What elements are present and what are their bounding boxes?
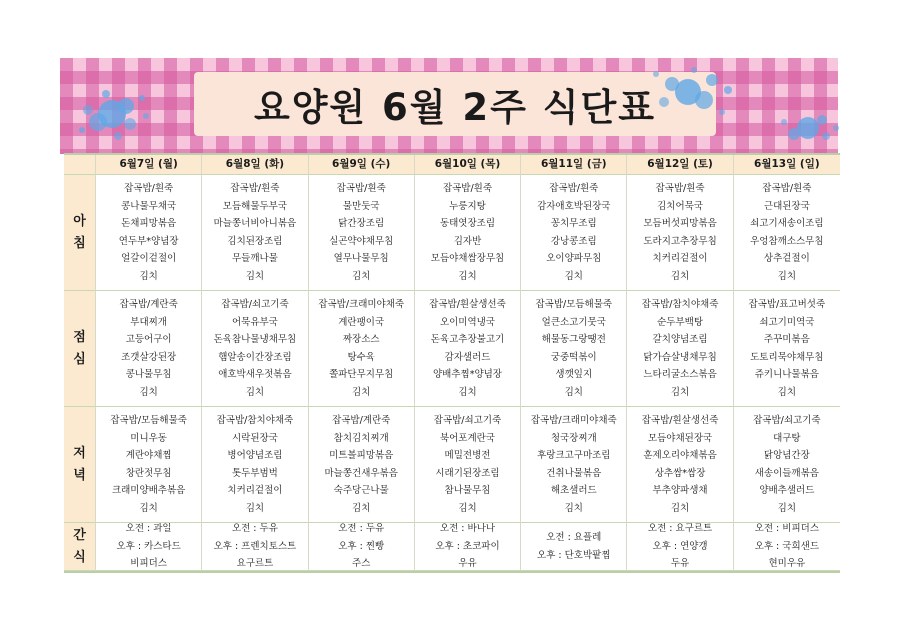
menu-cell [415,291,521,407]
menu-item: 양배추샐러드 [759,485,815,496]
page-title: 요양원 6월 2주 식단표 [253,86,657,129]
menu-item: 꽁치무조림 [550,218,597,229]
meal-label-char: 저 [73,445,86,461]
menu-item: 잡곡밥/쇠고기죽 [221,299,289,310]
menu-cell [734,407,840,523]
menu-item: 부추양파생채 [652,485,708,496]
menu-item: 잡곡밥/모듬해물죽 [110,415,187,426]
menu-item: 잡곡밥/흰죽 [442,183,493,194]
menu-item: 오이양파무침 [546,253,602,264]
menu-cell [96,407,202,523]
menu-item: 계란야채찜 [125,450,172,461]
menu-item: 고등어구이 [125,334,172,345]
menu-item: 실곤약야채무침 [329,235,394,247]
menu-item: 김치 [777,502,797,514]
menu-item: 김치 [670,502,690,514]
menu-item: 잡곡밥/흰죽 [655,183,705,194]
day-header-2: 6월8일 (화) [202,155,308,175]
menu-item: 잡곡밥/계란죽 [119,299,178,310]
menu-item: 오후 : 연양갱 [652,540,708,552]
menu-item: 근대된장국 [763,200,810,212]
menu-item: 잡곡밥/표고버섯죽 [748,299,826,310]
meal-label [64,175,96,291]
menu-table [64,153,840,573]
menu-cell [415,175,521,291]
menu-item: 잡곡밥/흰죽 [124,183,174,194]
menu-cell [202,291,308,407]
menu-cell [734,175,840,291]
menu-item: 오후 : 찐빵 [338,540,385,552]
menu-cell [202,523,308,571]
menu-item: 오전 : 두유 [231,523,278,535]
menu-item: 무들깨나물 [231,253,278,264]
menu-item: 돈채피망볶음 [121,218,177,229]
day-header-1: 6월7일 (월) [96,155,202,175]
menu-item: 김치 [564,386,583,398]
menu-cell [309,291,415,407]
menu-item: 오후 : 카스타드 [116,540,181,552]
menu-cell [96,291,202,407]
menu-item: 잡곡밥/참치야채죽 [216,415,294,426]
menu-item: 도토리묵야채무침 [750,351,824,363]
menu-item: 궁중떡볶이 [550,351,597,363]
menu-cell [521,407,627,523]
meal-label [64,407,96,523]
meal-label-char: 점 [73,329,86,345]
menu-item: 미트볼피망볶음 [329,450,394,461]
menu-item: 참치김치찌개 [333,432,389,444]
menu-item: 김치 [564,502,583,514]
menu-item: 창란젓무침 [125,467,172,479]
menu-item: 김자반 [453,235,482,247]
menu-item: 오후 : 초코파이 [435,540,500,552]
menu-item: 김치 [245,386,265,398]
menu-item: 어묵유부국 [231,316,278,328]
corner-cell [64,155,96,175]
menu-item: 애호박새우젓볶음 [218,369,292,380]
menu-item: 오후 : 프렌치토스트 [213,540,297,552]
menu-item: 쇠고기새송이조림 [750,218,824,229]
menu-item: 오후 : 국희샌드 [754,540,819,552]
menu-cell [309,407,415,523]
menu-item: 동태엿장조림 [439,218,496,229]
menu-item: 양배추찜*양념장 [432,369,502,380]
menu-item: 연두부*양념장 [118,235,179,247]
menu-item: 모듬해물두부국 [222,200,288,212]
menu-item: 주꾸미볶음 [763,334,810,345]
menu-item: 김치 [777,386,797,398]
title-box [196,74,714,134]
menu-item: 시락된장국 [231,432,278,444]
menu-item: 얼갈이겉절이 [121,253,177,264]
right-water-splash-icon [642,60,742,130]
menu-item: 잡곡밥/흰죽 [336,183,386,194]
menu-item: 감자애호박된장국 [537,200,611,212]
meal-label-char: 식 [73,549,86,565]
menu-item: 김치 [458,502,477,514]
menu-cell [627,523,733,571]
far-right-water-splash-icon [774,104,844,154]
menu-item: 생깻잎지 [555,369,593,380]
menu-item: 오전 : 바나나 [439,523,496,535]
menu-item: 김치 [352,502,371,514]
day-header-3: 6월9일 (수) [309,155,415,175]
menu-item: 느타리굴소스볶음 [643,369,717,380]
menu-item: 부대찌개 [130,316,167,328]
menu-item: 김치 [139,386,158,398]
menu-item: 닭간장조림 [338,218,385,229]
menu-item: 감자샐러드 [444,351,491,363]
menu-item: 오전 : 요플레 [546,532,602,543]
menu-item: 우유 [458,558,477,570]
menu-item: 물만둣국 [342,200,380,212]
menu-item: 돈육고추장불고기 [430,334,505,345]
menu-item: 김치어묵국 [657,200,703,212]
menu-cell [202,407,308,523]
menu-item: 잡곡밥/모듬해물죽 [535,299,613,310]
menu-item: 잡곡밥/계란죽 [332,415,391,426]
menu-item: 잡곡밥/흰살생선죽 [429,299,506,310]
menu-cell [521,523,627,571]
menu-item: 잡곡밥/흰살생선죽 [641,415,719,426]
menu-item: 잡곡밥/쇠고기죽 [433,415,502,426]
menu-item: 후랑크고구마조림 [537,450,611,461]
menu-cell [96,523,202,571]
meal-label-char: 녁 [73,467,86,483]
menu-item: 오전 : 비피더스 [754,523,819,535]
menu-item: 대구탕 [773,432,801,444]
day-header-5: 6월11일 (금) [521,155,627,175]
menu-item: 열무나물무침 [333,253,389,264]
menu-item: 크래미양배추볶음 [111,485,186,496]
menu-item: 마늘쫑건새우볶음 [324,467,398,479]
menu-item: 김치 [139,270,158,282]
menu-item: 상추겉절이 [763,253,810,264]
menu-item: 잡곡밥/흰죽 [230,183,280,194]
menu-cell [415,407,521,523]
menu-item: 새송이들깨볶음 [754,467,819,479]
menu-item: 건취나물볶음 [546,467,602,479]
menu-item: 오전 : 요구르트 [647,523,713,535]
menu-item: 청국장찌개 [550,432,597,444]
meal-label [64,291,96,407]
menu-item: 김치 [458,270,477,282]
menu-item: 얼큰소고기뭇국 [541,316,606,328]
menu-cell [627,291,733,407]
menu-cell [734,523,840,571]
menu-item: 돈육참나물냉채무침 [213,334,297,345]
menu-item: 콩나물무침 [125,369,172,380]
menu-item: 쥬키니나물볶음 [754,369,819,380]
menu-item: 콩나물무채국 [121,200,177,212]
menu-item: 톳두부범벅 [231,467,278,479]
menu-item: 치커리겉절이 [652,253,708,264]
menu-item: 참나물무침 [444,485,491,496]
menu-item: 강낭콩조림 [550,235,597,247]
menu-item: 잡곡밥/흰죽 [549,183,599,194]
menu-item: 김치 [564,270,583,282]
menu-cell [202,175,308,291]
menu-item: 훈제오리야채볶음 [643,450,717,461]
menu-item: 비피더스 [130,558,167,570]
menu-cell [521,175,627,291]
menu-item: 병어양념조림 [227,450,283,461]
menu-item: 숙주당근나물 [333,485,389,496]
menu-item: 잡곡밥/크래미야채죽 [318,299,405,310]
menu-item: 김치 [352,386,371,398]
menu-item: 메밀전병전 [444,450,491,461]
menu-item: 도라지고추장무침 [643,235,717,247]
menu-item: 김치 [352,270,371,282]
menu-cell [627,175,733,291]
meal-label-char: 침 [73,235,86,251]
meal-label-char: 아 [73,213,86,229]
menu-cell [309,523,415,571]
menu-item: 오전 : 과일 [125,523,172,535]
left-water-splash-icon [70,80,160,150]
menu-item: 마늘쫑너비아니볶음 [213,218,297,229]
menu-cell [415,523,521,571]
menu-item: 미니우동 [130,432,167,444]
menu-item: 김치 [458,386,477,398]
menu-item: 김치 [670,270,690,282]
meal-label-char: 간 [73,527,86,543]
menu-item: 계란팽이국 [338,316,385,328]
menu-item: 주스 [352,558,371,570]
menu-item: 오후 : 단호박팥찜 [537,549,611,561]
day-header-6: 6월12일 (토) [627,155,733,175]
menu-item: 짜장소스 [342,334,380,345]
menu-item: 치커리겉절이 [227,485,283,496]
menu-cell [734,291,840,407]
menu-item: 요구르트 [236,558,274,570]
menu-item: 김치 [245,502,265,514]
meal-label-char: 심 [73,351,86,367]
menu-item: 잡곡밥/참치야채죽 [641,299,719,310]
menu-item: 순두부백탕 [657,316,703,328]
day-header-4: 6월10일 (목) [415,155,521,175]
menu-cell [627,407,733,523]
menu-item: 잡곡밥/흰죽 [762,183,812,194]
menu-item: 닭앙념간장 [763,450,810,461]
menu-item: 오전 : 두유 [338,523,385,535]
menu-item: 햄알송이간장조림 [218,351,292,363]
menu-item: 현미우유 [768,558,806,570]
day-header-7: 6월13일 (일) [734,155,840,175]
menu-item: 갈치양념조림 [652,334,708,345]
menu-cell [309,175,415,291]
menu-item: 오이미역냉국 [439,316,496,328]
menu-item: 모듬야채된장국 [647,432,713,444]
meal-label [64,523,96,571]
menu-item: 모듬버섯피망볶음 [643,218,717,229]
menu-item: 김치 [139,502,158,514]
menu-item: 누룽지탕 [449,200,486,212]
menu-item: 조갯살강된장 [121,351,177,363]
menu-item: 두유 [670,558,690,570]
menu-item: 해초샐러드 [550,485,597,496]
menu-item: 해물동그랑땡전 [541,334,606,345]
menu-item: 모듬야채쌈장무침 [430,253,505,264]
menu-item: 탕수육 [347,351,375,363]
menu-item: 상추쌈*쌈장 [654,467,706,479]
menu-item: 쫄파단무지무침 [329,369,394,380]
menu-item: 김치 [777,270,797,282]
menu-item: 잡곡밥/쇠고기죽 [753,415,821,426]
menu-item: 북어포계란국 [439,432,496,444]
menu-cell [96,175,202,291]
menu-item: 김치 [245,270,265,282]
menu-item: 김치된장조림 [227,235,283,247]
menu-item: 김치 [670,386,690,398]
menu-item: 우엉참깨소스무침 [750,235,824,247]
menu-item: 쇠고기미역국 [759,316,815,328]
menu-cell [521,291,627,407]
menu-item: 시래기된장조림 [435,467,500,479]
menu-item: 닭가슴살냉채무침 [643,351,717,363]
menu-item: 잡곡밥/크래미야채죽 [530,415,617,426]
